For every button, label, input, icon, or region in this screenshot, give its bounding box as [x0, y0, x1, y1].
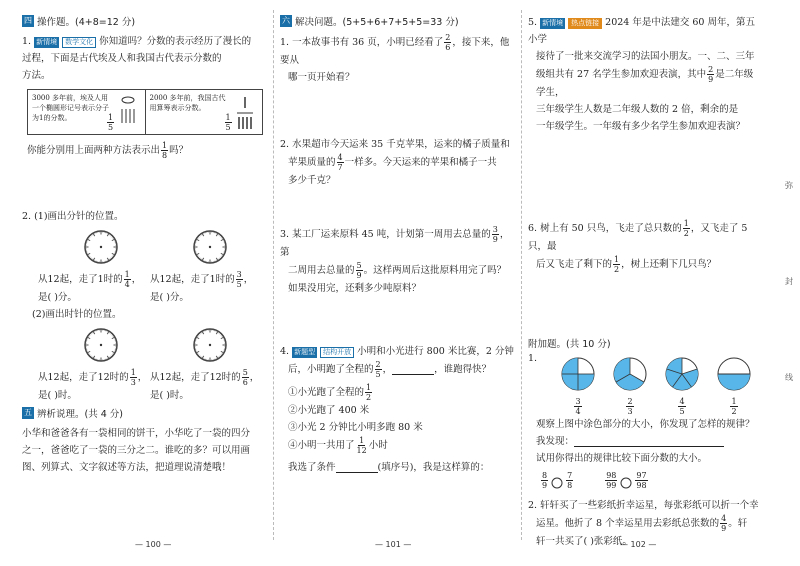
choose-line: 我选了条件 (填序号)，我是这样算的： [288, 462, 490, 473]
new-context-tag: 新情境 [36, 38, 58, 46]
clock1-text: 从12起，走了1时的 $\frac{1}{4}$ ， [38, 270, 142, 289]
q1-intro: 1. 新情境 数学文化 你知道吗？分数的表示经历了漫长的 [22, 36, 252, 47]
margin-label: 弥 [785, 181, 793, 190]
margin-label: 线 [785, 373, 793, 382]
q6-line: 6. 树上有 50 只鸟，飞走了总只数的 $\frac{1}{2}$ ，又飞走了 5 只，最 [528, 219, 748, 252]
circle-fraction-label: 4 5 [679, 397, 685, 416]
found-line: 我发现： [528, 433, 760, 450]
q2-line-3: 多少千克？ [288, 175, 336, 186]
q1-ask: 你能分别用上面两种方法表示出 $\frac{1}{8}$ 吗？ [27, 141, 189, 160]
finding-blank[interactable] [574, 437, 724, 447]
margin-label: 封 [785, 277, 793, 286]
fraction-circles [552, 356, 760, 416]
section-title: 辨析说理。(共 4 分) [37, 409, 123, 420]
q3-line-2: 二周用去总量的 $\frac{5}{9}$ 。这样两周后这批原料用完了吗？ [288, 261, 507, 280]
q1-line: 1. 一本故事书有 36 页，小明已经看了 $\frac{2}{6}$ ，接下来，他要从 [280, 33, 510, 66]
section-badge: 六 [282, 16, 290, 25]
new-type-tag: 新题型 [294, 348, 316, 356]
shaded-circle-icon [612, 356, 648, 392]
bonus-title: 附加题。(共 10 分) [528, 339, 611, 350]
page-number-100: — 100 — [135, 540, 172, 549]
section-six-header [280, 14, 516, 28]
q2-line: 2. 轩轩买了一些彩纸折幸运星，每张彩纸可以折一个幸 [528, 500, 759, 511]
bonus-q1-label: 1. [528, 353, 538, 364]
clock-face-icon[interactable] [192, 327, 228, 363]
clock-face-icon[interactable] [83, 229, 119, 265]
counting-rods-icon [234, 95, 256, 131]
clock4-answer: 是( )时。 [150, 390, 189, 401]
circle-fraction-label: 1 2 [731, 397, 737, 416]
column-divider [273, 10, 274, 540]
clock3-text: 从12起，走了12时的 $\frac{1}{3}$ ， [38, 368, 148, 387]
q2-line-2: 苹果质量的 $\frac{4}{7}$ 一样多。今天运来的苹果和橘子一共 [288, 153, 497, 172]
fraction-circle-item [656, 356, 708, 416]
circle-fraction-label: 2 3 [627, 397, 633, 416]
circle-fraction-label: 3 4 [575, 397, 581, 416]
shaded-circle-icon [560, 356, 596, 392]
q5-line-4: 三年级学生人数是二年级人数的 2 倍，剩余的是 [536, 104, 739, 115]
clock2-answer: 是( )分。 [150, 292, 189, 303]
page-number-102: — 102 — [620, 540, 657, 549]
q3-line-3: 如果没用完，还剩多少吨原料？ [288, 283, 422, 294]
q4-line-2: 后，小明跑了全程的 $\frac{2}{5}$ ， ，谁跑得快？ [288, 360, 492, 379]
china-cell: 2000 多年前，我国古代用算筹表示分数。 $\frac{1}{5}$ [145, 90, 263, 134]
egyptian-fraction-icon [117, 95, 139, 131]
q5-line-5: 一年级学生。一年级有多少名学生参加欢迎表演？ [536, 121, 746, 132]
minute-clocks-row [46, 229, 265, 268]
clock-face-icon[interactable] [192, 229, 228, 265]
section-four-header [22, 14, 265, 28]
q2-label-1: 2. (1)画出分针的位置。 [22, 211, 124, 222]
open-structure-tag: 结构开放 [320, 347, 354, 358]
q2-line-2: 运星。他折了 8 个幸运星用去彩纸总张数的 $\frac{4}{9}$ 。轩 [536, 514, 748, 533]
option-1: ①小光跑了全程的 $\frac{1}{2}$ [288, 383, 372, 402]
sec5-text-b: 之一，爸爸吃了一袋的三分之二。谁吃的多？可以用画 [22, 445, 251, 456]
compare-circle-icon[interactable] [620, 477, 632, 489]
q3-line: 3. 某工厂运来原料 45 吨，计划第一周用去总量的 $\frac{3}{9}$ ，第 [280, 225, 510, 258]
option-2: ②小光跑了 400 米 [288, 405, 370, 416]
q2-line: 2. 水果超市今天运来 35 千克苹果，运来的橘子质量和 [280, 139, 510, 150]
page-100-column [22, 14, 265, 534]
box2-fraction: $\frac{1}{5}$ [225, 113, 231, 132]
section-badge: 五 [24, 408, 32, 417]
new-context-tag: 新情境 [542, 19, 564, 27]
try-line: 试用你得出的规律比较下面分数的大小。 [536, 453, 708, 464]
q2-label-2: (2)画出时针的位置。 [32, 309, 122, 320]
column-divider [521, 10, 522, 540]
q6-line-2: 后又飞走了剩下的 $\frac{1}{2}$ ，树上还剩下几只鸟？ [536, 255, 717, 274]
condition-blank[interactable] [336, 463, 378, 473]
fraction-circle-item [708, 356, 760, 416]
section-title: 操作题。(4+8=12 分) [37, 17, 136, 28]
hot-link-tag: 热点链接 [568, 18, 602, 29]
history-info-box [27, 89, 263, 135]
q1-text-c: 方法。 [22, 70, 51, 81]
compare-circle-icon[interactable] [551, 477, 563, 489]
section-five-header [22, 406, 265, 420]
math-culture-tag: 数学文化 [62, 37, 96, 48]
q4-line: 4. 新题型 结构开放 小明和小光进行 800 米比赛，2 分钟 [280, 346, 514, 357]
clock3-answer: 是( )时。 [38, 390, 77, 401]
fraction-circle-item [604, 356, 656, 416]
q1-text-b: 过程，下面是古代埃及人和我国古代表示分数的 [22, 53, 222, 64]
clock-face-icon[interactable] [83, 327, 119, 363]
clock1-answer: 是( )分。 [38, 292, 77, 303]
q5-line-3: 级组共有 27 名学生参加欢迎表演，其中 $\frac{2}{9}$ 是二年级学生， [536, 65, 754, 98]
section-title: 解决问题。(5+5+6+7+5+5=33 分) [295, 17, 459, 28]
box1-fraction: $\frac{1}{5}$ [108, 113, 114, 132]
clock2-text: 从12起，走了1时的 $\frac{3}{5}$ ， [150, 270, 254, 289]
option-4: ④小明一共用了 $\frac{1}{12}$ 小时 [288, 436, 388, 455]
egypt-cell: 3000 多年前，埃及人用一个椭圆形记号表示分子为1的分数。 $\frac{1}{5}$ [28, 90, 145, 134]
q2-line-3: 轩一共买了( )张彩纸。 [536, 536, 632, 547]
compare-row: $\frac{8}{9}$ $\frac{7}{8}$ $\frac{98}{99}$ $\frac{97}{98}$ [542, 471, 647, 490]
page-number-101: — 101 — [375, 540, 412, 549]
clock4-text: 从12起，走了12时的 $\frac{5}{6}$ ， [150, 368, 260, 387]
option-3: ③小光 2 分钟比小明多跑 80 米 [288, 422, 423, 433]
observe-line: 观察上图中涂色部分的大小，你发现了怎样的规律？ [536, 419, 755, 430]
hour-clocks-row [46, 327, 265, 366]
section-badge: 四 [24, 16, 32, 25]
answer-blank[interactable] [392, 365, 434, 375]
shaded-circle-icon [664, 356, 700, 392]
page-101-column [280, 14, 516, 534]
q5-line-2: 接待了一批来交流学习的法国小朋友。一、二、三年 [536, 51, 755, 62]
fraction-circle-item [552, 356, 604, 416]
shaded-circle-icon [716, 356, 752, 392]
sec5-text-c: 图、列算式、文字叙述等方法，把道理说清楚哦！ [22, 462, 232, 473]
q5-line: 5. 新情境 热点链接 2024 年是中法建交 60 周年，第五小学 [528, 17, 755, 45]
q1-line-2: 哪一页开始看？ [288, 72, 355, 83]
sec5-text-a: 小华和爸爸各有一袋相同的饼干，小华吃了一袋的四分 [22, 428, 251, 439]
